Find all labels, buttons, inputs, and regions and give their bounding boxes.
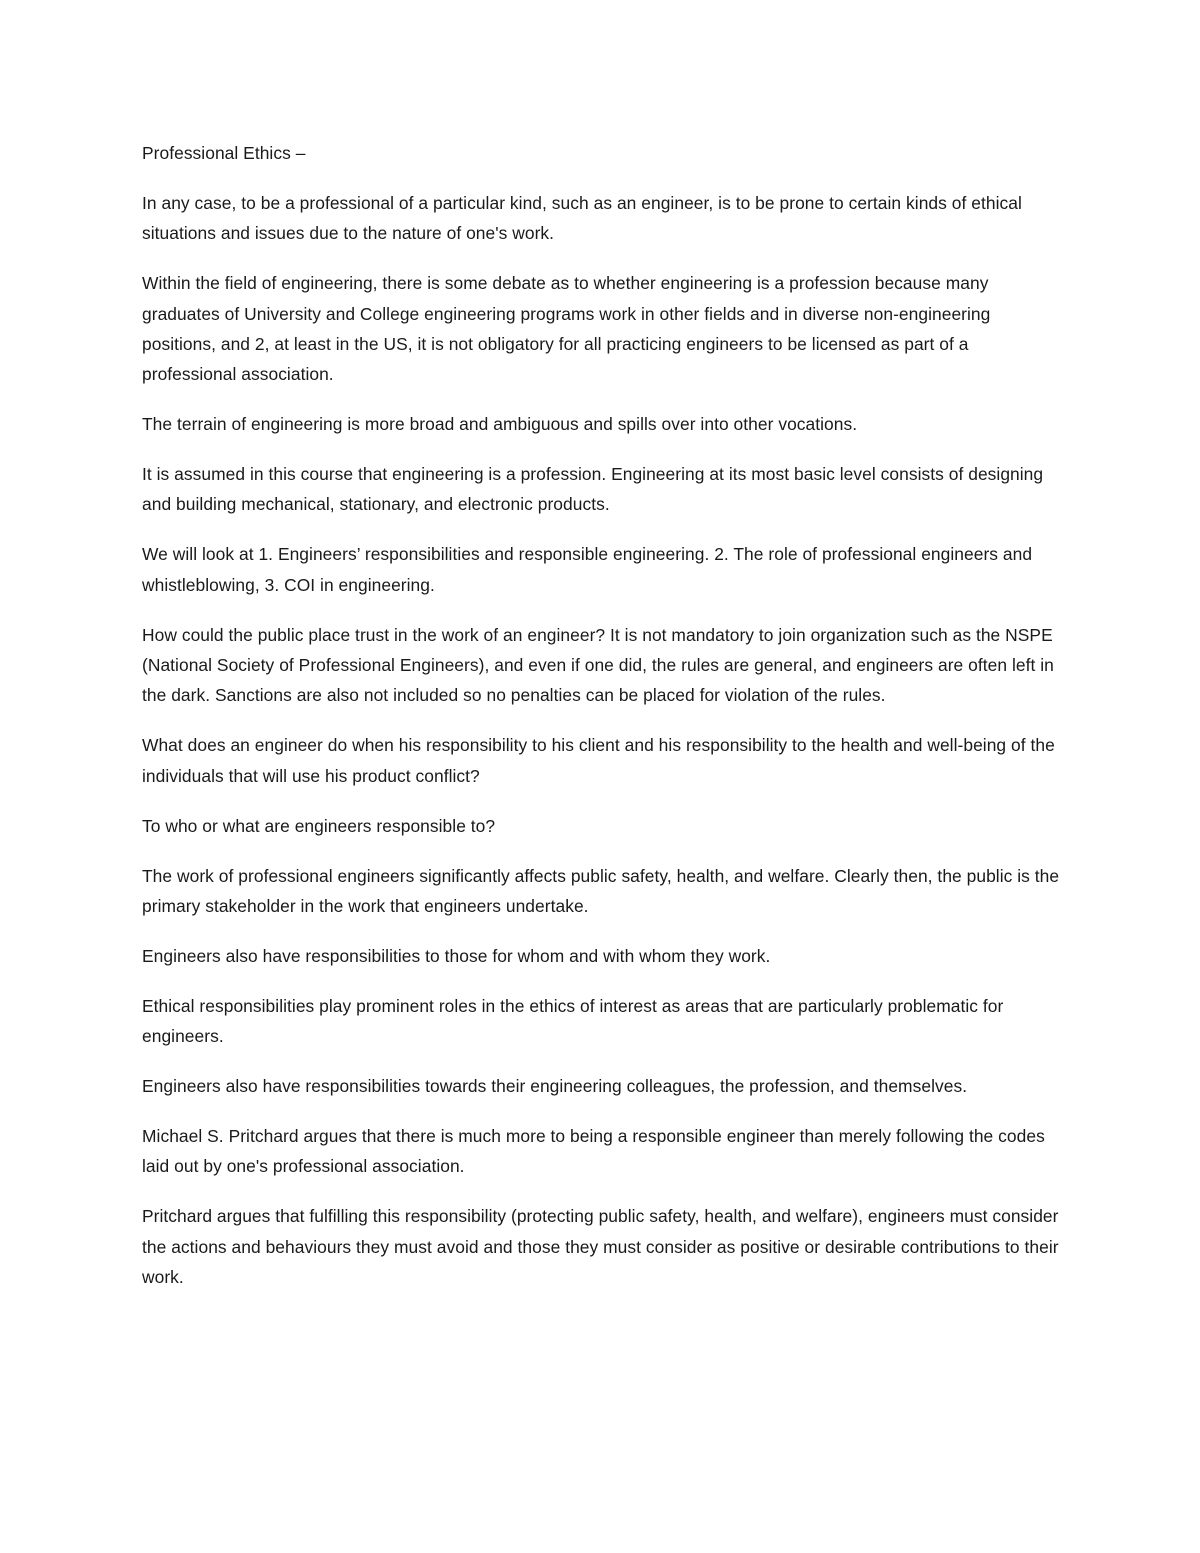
paragraph-11: Ethical responsibilities play prominent roles in the ethics of interest as areas that are particularly problematic for engineers. — [142, 995, 1004, 1047]
document-title: Professional Ethics – — [142, 143, 306, 163]
paragraph-1: In any case, to be a professional of a particular kind, such as an engineer, is to be prone to certain kinds of ethical situations and issues due to the nature of one's work. — [142, 192, 1022, 244]
paragraph-2: Within the field of engineering, there is some debate as to whether engineering is a profession because many graduates of University and College engineering programs work in other fields and in diverse non-engineering positions, and 2, at least in the US, it is not obligatory for all practicing engineers to be licensed as part of a professional association. — [142, 273, 991, 385]
paragraph-6: How could the public place trust in the work of an engineer? It is not mandatory to join organization such as the NSPE (National Society of Professional Engineers), and even if one did, the rules are general, and engineers are often left in the dark. Sanctions are also not included so no penalties can be placed for violation of the rules. — [142, 624, 1054, 706]
paragraph-5: We will look at 1. Engineers’ responsibilities and responsible engineering. 2. The role of professional engineers and whistleblowing, 3. COI in engineering. — [142, 544, 1033, 595]
paragraph-7: What does an engineer do when his responsibility to his client and his responsibility to the health and well-being of the individuals that will use his product conflict? — [142, 735, 1055, 786]
paragraph-12: Engineers also have responsibilities towards their engineering colleagues, the profession, and themselves. — [142, 1076, 968, 1097]
paragraph-8: To who or what are engineers responsible to? — [142, 815, 496, 836]
paragraph-4: It is assumed in this course that engineering is a profession. Engineering at its most basic level consists of designing and building mechanical, stationary, and electronic products. — [142, 464, 1044, 515]
paragraph-9: The work of professional engineers significantly affects public safety, health, and welfare. Clearly then, the public is the primary stakeholder in the work that engineers undertake. — [142, 865, 1060, 916]
paragraph-14: Pritchard argues that fulfilling this responsibility (protecting public safety, health, and welfare), engineers must consider the actions and behaviours they must avoid and those they must consider as positive or desirable contributions to their work. — [142, 1206, 1059, 1287]
paragraph-3: The terrain of engineering is more broad and ambiguous and spills over into other vocations. — [142, 414, 858, 435]
paragraph-13: Michael S. Pritchard argues that there is much more to being a responsible engineer than merely following the codes laid out by one's professional association. — [142, 1126, 1045, 1177]
paragraph-10: Engineers also have responsibilities to those for whom and with whom they work. — [142, 945, 771, 966]
document-body — [142, 138, 1067, 1312]
